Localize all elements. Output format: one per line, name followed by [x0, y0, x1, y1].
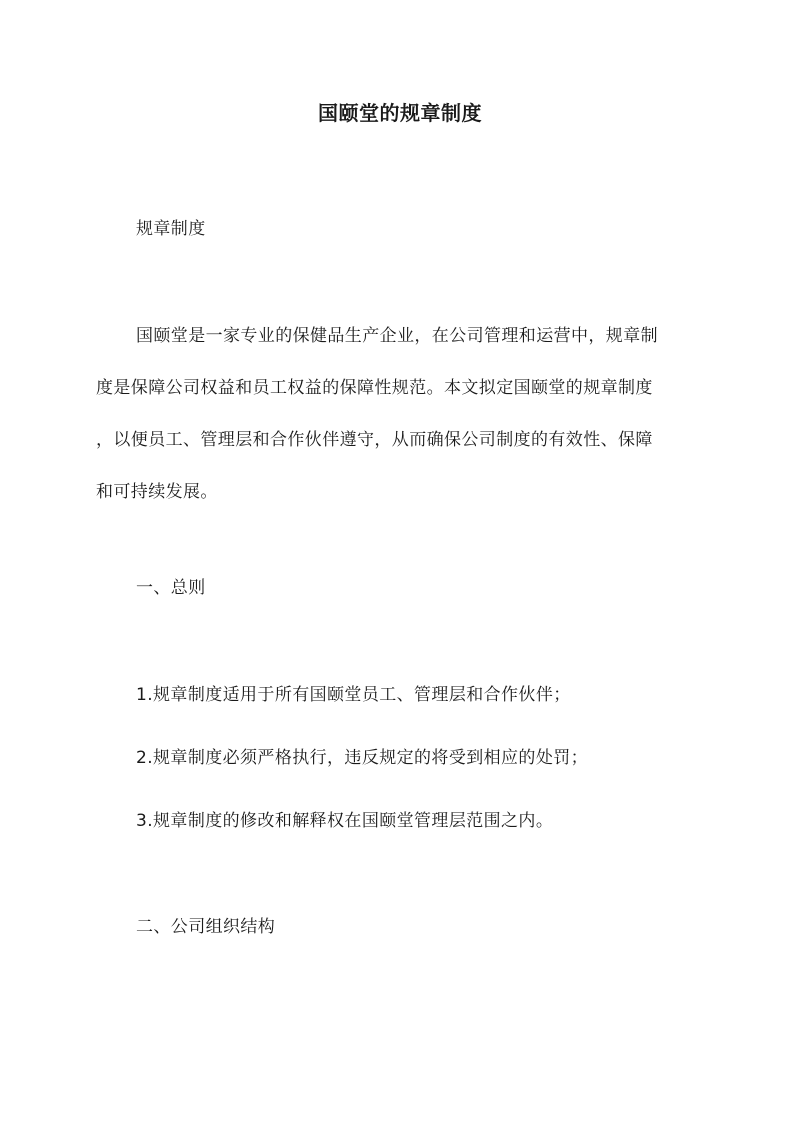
section-label: 规章制度: [136, 219, 206, 239]
section1-item: 2.规章制度必须严格执行，违反规定的将受到相应的处罚；: [136, 748, 589, 768]
intro-line: 和可持续发展。: [96, 482, 218, 502]
section1-item: 3.规章制度的修改和解释权在国颐堂管理层范围之内。: [136, 811, 554, 831]
section2-heading: 二、公司组织结构: [136, 917, 276, 937]
intro-line: 国颐堂是一家专业的保健品生产企业，在公司管理和运营中，规章制: [136, 326, 658, 346]
intro-line: ，以便员工、管理层和合作伙伴遵守，从而确保公司制度的有效性、保障: [96, 430, 653, 450]
intro-paragraph: [96, 310, 706, 518]
section1-item: 1.规章制度适用于所有国颐堂员工、管理层和合作伙伴；: [136, 685, 571, 705]
document-title: 国颐堂的规章制度: [318, 101, 482, 125]
section1-heading: 一、总则: [136, 578, 206, 598]
intro-line: 度是保障公司权益和员工权益的保障性规范。本文拟定国颐堂的规章制度: [96, 378, 653, 398]
